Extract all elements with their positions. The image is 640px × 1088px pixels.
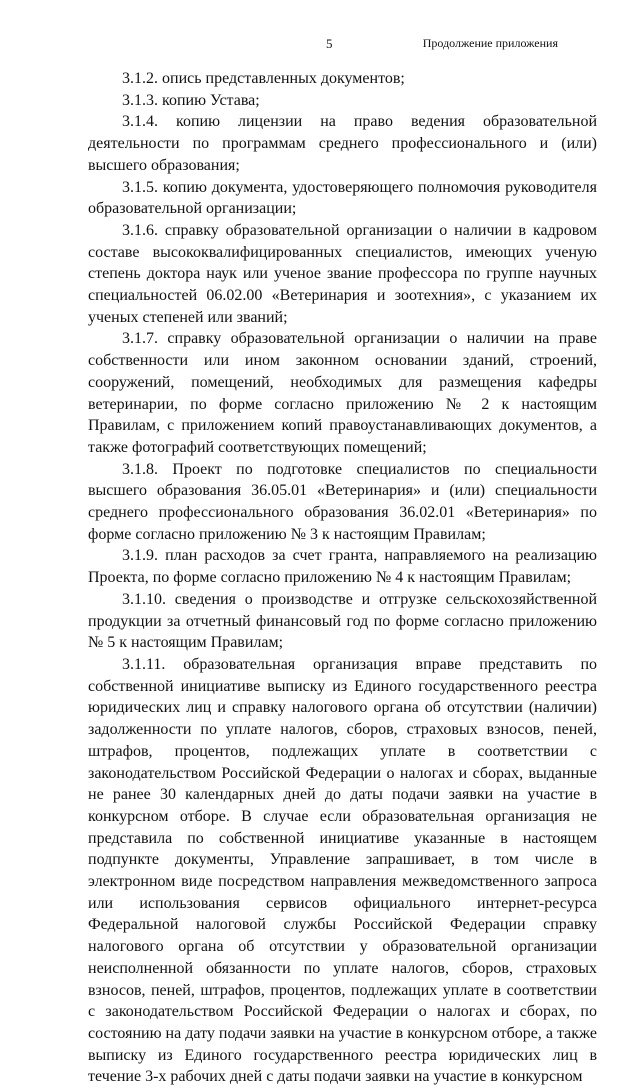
paragraph-3-1-2: 3.1.2. опись представленных документов; bbox=[122, 70, 405, 87]
running-title: Продолжение приложения bbox=[422, 36, 558, 50]
paragraph-3-1-8: 3.1.8. Проект по подготовке специалистов по специальности высшего образования 36.05.01 «Ветеринария» и (или) специальности среднего профессионального образования 36.02.01 «Ветеринария» по форме согласно приложению № 3 к настоящим Правилам; bbox=[88, 460, 597, 543]
page-number: 5 bbox=[326, 36, 333, 51]
paragraph-3-1-10: 3.1.10. сведения о производстве и отгрузке сельскохозяйственной продукции за отчетный финансовый год по форме согласно приложению № 5 к настоящим Правилам; bbox=[88, 590, 597, 652]
paragraph-3-1-9: 3.1.9. план расходов за счет гранта, направляемого на реализацию Проекта, по форме согласно приложению № 4 к настоящим Правилам; bbox=[88, 547, 597, 587]
paragraph-3-1-5: 3.1.5. копию документа, удостоверяющего полномочия руководителя образовательной организации; bbox=[88, 178, 597, 218]
paragraph-3-1-4: 3.1.4. копию лицензии на право ведения образовательной деятельности по программам среднего профессионального и (или) высшего образования; bbox=[88, 113, 597, 174]
document-body bbox=[88, 68, 597, 1088]
paragraph-3-1-7: 3.1.7. справку образовательной организации о наличии на праве собственности или ином законном основании зданий, строений, сооружений, помещений, необходимых для размещения кафедры ветеринарии, по форме согласно приложению № 2 к настоящим Правилам, с приложением копий правоустанавливающих документов, а также фотографий соответствующих помещений; bbox=[88, 330, 597, 456]
paragraph-3-1-6: 3.1.6. справку образовательной организации о наличии в кадровом составе высококвалифицированных специалистов, имеющих ученую степень доктора наук или ученое звание профессора по группе научных специальностей 06.02.00 «Ветеринария и зоотехния», с указанием их ученых степеней или званий; bbox=[88, 221, 597, 326]
paragraph-3-1-11: 3.1.11. образовательная организация вправе представить по собственной инициативе выписку из Единого государственного реестра юридических лиц и справку налогового органа об отсутствии (наличии) задолженности по уплате налогов, сборов, страховых взносов, пеней, штрафов, процентов, подлежащих уплате в соответствии с законодательством Российской Федерации о налогах и сборах, выданные не ранее 30 календарных дней до даты подачи заявки на участие в конкурсном отборе. В случае если образовательная организация не представила по собственной инициативе указанные в настоящем подпункте документы, Управление запрашивает, в том числе в электронном виде посредством направления межведомственного запроса или использования сервисов официального интернет-ресурса Федеральной налоговой службы Российской Федерации справку налогового органа об отсутствии у образовательной организации неисполненной обязанности по уплате налогов, сборов, страховых взносов, пеней, штрафов, процентов, подлежащих уплате в соответствии с законодательством Российской Федерации о налогах и сборах, по состоянию на дату подачи заявки на участие в конкурсном отборе, а также выписку из Единого государственного реестра юридических лиц в течение 3-х рабочих дней с даты подачи заявки на участие в конкурсном bbox=[88, 655, 597, 1086]
paragraph-3-1-3: 3.1.3. копию Устава; bbox=[122, 91, 260, 109]
